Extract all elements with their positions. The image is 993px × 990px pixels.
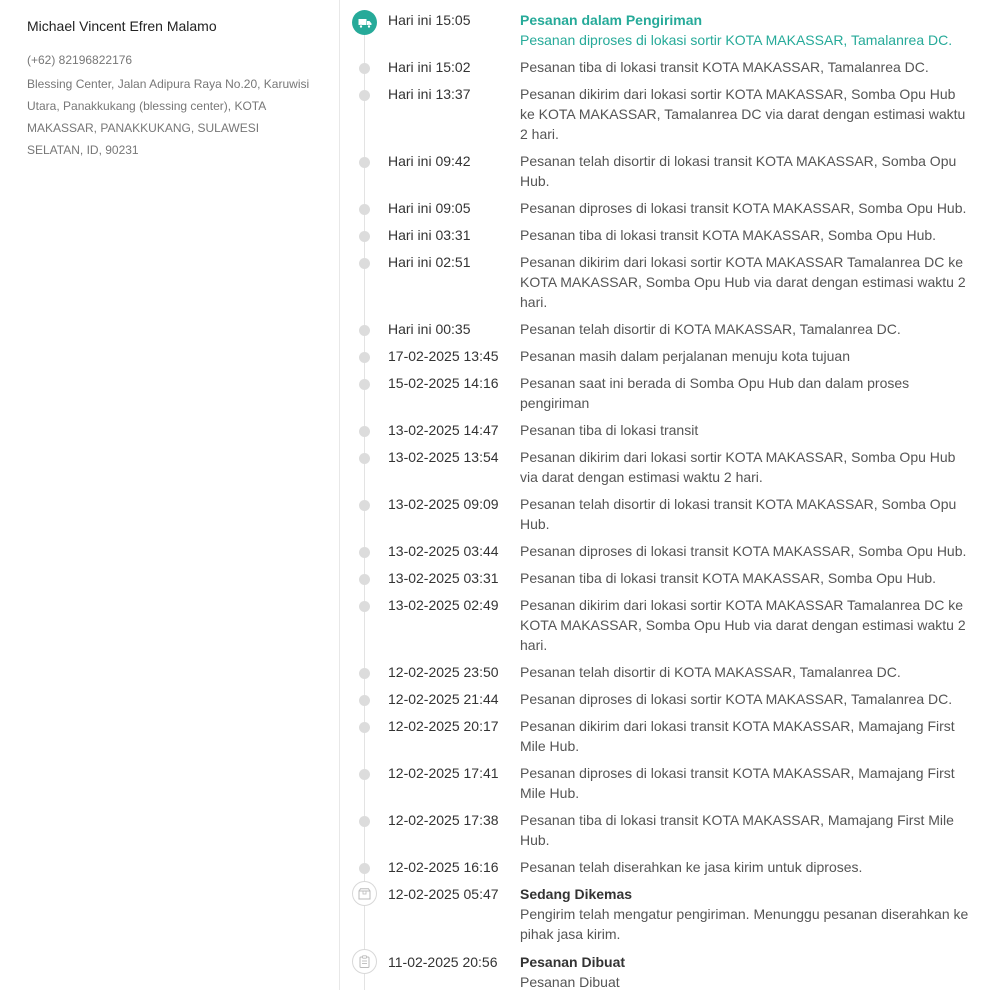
timeline-dot [359,601,370,612]
event-time: 12-02-2025 17:41 [388,765,499,781]
event-time: 13-02-2025 14:47 [388,422,499,438]
event-description [520,10,972,50]
recipient-phone: (+62) 82196822176 [27,53,133,67]
event-time: 12-02-2025 20:17 [388,718,499,734]
clipboard-icon [352,949,377,974]
timeline-dot [359,157,370,168]
event-time: 13-02-2025 03:31 [388,570,499,586]
event-description: Pesanan diproses di lokasi transit KOTA MAKASSAR, Mamajang First Mile Hub. [520,765,955,801]
event-time: Hari ini 00:35 [388,321,471,337]
event-description: Pesanan telah disortir di KOTA MAKASSAR, Tamalanrea DC. [520,321,901,337]
event-time: 13-02-2025 13:54 [388,449,499,465]
event-time: Hari ini 13:37 [388,86,471,102]
timeline-dot [359,258,370,269]
event-time: 11-02-2025 20:56 [388,954,498,970]
event-status: Pesanan dalam Pengiriman [520,12,703,28]
event-description: Pesanan telah disortir di lokasi transit KOTA MAKASSAR, Somba Opu Hub. [520,496,957,532]
event-description [520,884,972,944]
package-icon [352,881,377,906]
recipient-name: Michael Vincent Efren Malamo [27,18,217,34]
event-time: 15-02-2025 14:16 [388,375,499,391]
event-description: Pesanan telah disortir di lokasi transit KOTA MAKASSAR, Somba Opu Hub. [520,153,957,189]
event-time: Hari ini 15:02 [388,59,471,75]
event-description [520,952,972,990]
timeline-dot [359,816,370,827]
event-detail: Pesanan Dibuat [520,974,620,990]
event-description: Pesanan tiba di lokasi transit KOTA MAKASSAR, Mamajang First Mile Hub. [520,812,954,848]
event-status: Pesanan Dibuat [520,954,626,970]
event-time: 12-02-2025 05:47 [388,886,499,902]
event-description: Pesanan telah disortir di KOTA MAKASSAR, Tamalanrea DC. [520,664,901,680]
timeline-dot [359,63,370,74]
timeline-dot [359,231,370,242]
event-description: Pesanan diproses di lokasi transit KOTA MAKASSAR, Somba Opu Hub. [520,200,967,216]
event-description: Pesanan tiba di lokasi transit [520,422,699,438]
event-time: Hari ini 09:05 [388,200,471,216]
recipient-address-panel [0,0,340,990]
event-description: Pesanan saat ini berada di Somba Opu Hub dan dalam proses pengiriman [520,375,910,411]
event-description: Pesanan tiba di lokasi transit KOTA MAKASSAR, Somba Opu Hub. [520,227,937,243]
event-description: Pesanan tiba di lokasi transit KOTA MAKASSAR, Somba Opu Hub. [520,570,937,586]
event-time: Hari ini 03:31 [388,227,471,243]
event-description: Pesanan diproses di lokasi sortir KOTA MAKASSAR, Tamalanrea DC. [520,691,953,707]
event-description: Pesanan masih dalam perjalanan menuju kota tujuan [520,348,850,364]
recipient-address: Blessing Center, Jalan Adipura Raya No.20, Karuwisi Utara, Panakkukang (blessing center), KOTA MAKASSAR, PANAKKUKANG, SULAWESI SELATAN, ID, 90231 [27,77,310,157]
event-description: Pesanan dikirim dari lokasi transit KOTA MAKASSAR, Mamajang First Mile Hub. [520,718,955,754]
event-time: 12-02-2025 23:50 [388,664,499,680]
timeline-dot [359,204,370,215]
timeline-dot [359,574,370,585]
event-time: 13-02-2025 03:44 [388,543,499,559]
timeline-dot [359,426,370,437]
timeline-dot [359,90,370,101]
event-time: Hari ini 09:42 [388,153,471,169]
event-time: 12-02-2025 16:16 [388,859,499,875]
event-description: Pesanan dikirim dari lokasi sortir KOTA MAKASSAR, Somba Opu Hub ke KOTA MAKASSAR, Tamalanrea DC via darat dengan estimasi waktu 2 hari. [520,86,966,142]
event-description: Pesanan tiba di lokasi transit KOTA MAKASSAR, Tamalanrea DC. [520,59,929,75]
event-time: 13-02-2025 09:09 [388,496,499,512]
event-description: Pesanan diproses di lokasi transit KOTA MAKASSAR, Somba Opu Hub. [520,543,967,559]
timeline-dot [359,547,370,558]
event-status: Sedang Dikemas [520,886,633,902]
timeline-dot [359,722,370,733]
event-time: 12-02-2025 21:44 [388,691,499,707]
timeline-dot [359,769,370,780]
timeline-dot [359,668,370,679]
event-description: Pesanan dikirim dari lokasi sortir KOTA MAKASSAR Tamalanrea DC ke KOTA MAKASSAR, Somba Opu Hub via darat dengan estimasi waktu 2 hari. [520,254,966,310]
timeline-dot [359,352,370,363]
event-description: Pesanan dikirim dari lokasi sortir KOTA MAKASSAR, Somba Opu Hub via darat dengan estimasi waktu 2 hari. [520,449,956,485]
truck-icon [352,10,377,35]
event-time: Hari ini 15:05 [388,12,471,28]
timeline-dot [359,500,370,511]
event-time: 17-02-2025 13:45 [388,348,499,364]
event-detail: Pesanan diproses di lokasi sortir KOTA MAKASSAR, Tamalanrea DC. [520,32,953,48]
shipment-timeline [340,0,993,990]
timeline-dot [359,453,370,464]
timeline-dot [359,379,370,390]
event-time: 13-02-2025 02:49 [388,597,499,613]
event-time: 12-02-2025 17:38 [388,812,499,828]
event-time: Hari ini 02:51 [388,254,471,270]
event-description: Pesanan telah diserahkan ke jasa kirim untuk diproses. [520,859,863,875]
event-description: Pesanan dikirim dari lokasi sortir KOTA MAKASSAR Tamalanrea DC ke KOTA MAKASSAR, Somba Opu Hub via darat dengan estimasi waktu 2 hari. [520,597,966,653]
timeline-dot [359,863,370,874]
timeline-dot [359,325,370,336]
event-detail: Pengirim telah mengatur pengiriman. Menunggu pesanan diserahkan ke pihak jasa kirim. [520,906,969,942]
timeline-dot [359,695,370,706]
